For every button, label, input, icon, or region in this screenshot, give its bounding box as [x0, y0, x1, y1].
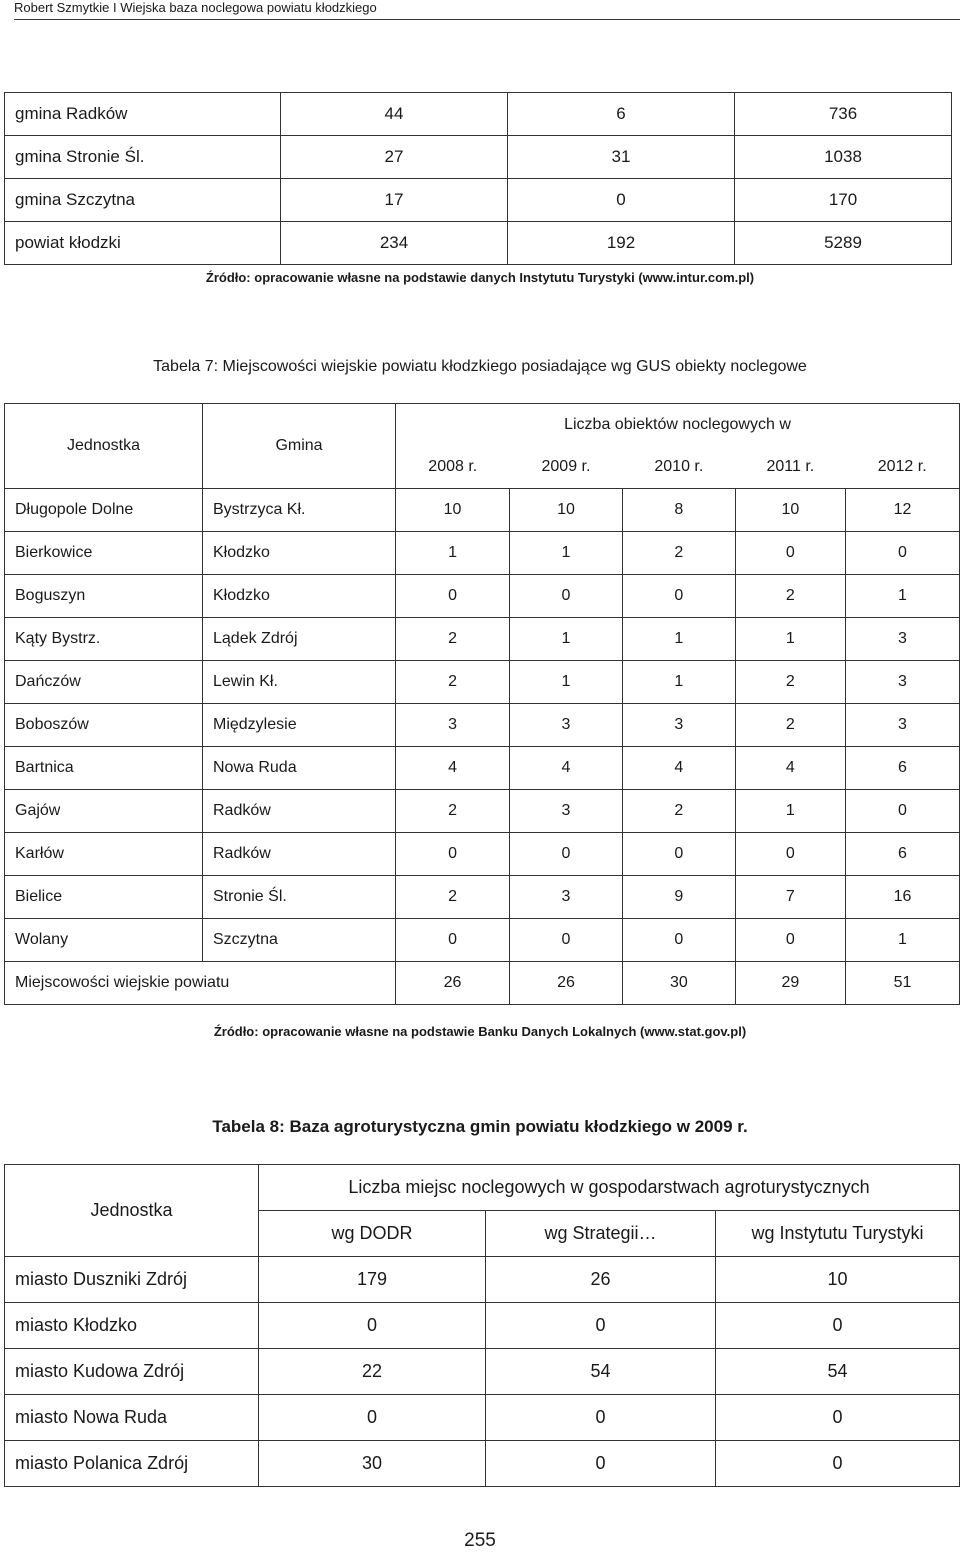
cell: 2	[396, 876, 510, 919]
table-row	[5, 575, 960, 618]
cell: 0	[716, 1441, 960, 1487]
cell: 7	[735, 876, 845, 919]
cell: Radków	[203, 833, 396, 876]
cell: gmina Szczytna	[5, 179, 281, 222]
table-source-note: Źródło: opracowanie własne na podstawie Banku Danych Lokalnych (www.stat.gov.pl)	[213, 1024, 747, 1039]
cell: 10	[396, 489, 510, 532]
cell: 26	[486, 1257, 716, 1303]
cell: Długopole Dolne	[5, 489, 203, 532]
column-header: Gmina	[203, 404, 396, 489]
cell: 1	[622, 618, 735, 661]
table-header-row	[5, 404, 960, 447]
cell: 179	[259, 1257, 486, 1303]
table-row	[5, 1349, 960, 1395]
cell: 192	[508, 222, 735, 265]
cell: Kłodzko	[203, 575, 396, 618]
table-row	[5, 1303, 960, 1349]
cell: 6	[845, 747, 959, 790]
cell: 0	[510, 919, 623, 962]
cell: powiat kłodzki	[5, 222, 281, 265]
table-row	[5, 1441, 960, 1487]
cell: 1	[510, 618, 623, 661]
cell: miasto Kłodzko	[5, 1303, 259, 1349]
table-row	[5, 532, 960, 575]
cell: 0	[486, 1441, 716, 1487]
cell: 0	[510, 575, 623, 618]
cell: 2	[735, 704, 845, 747]
cell: 0	[845, 790, 959, 833]
table-row	[5, 704, 960, 747]
table-total-row	[5, 962, 960, 1005]
cell: 170	[735, 179, 952, 222]
cell: miasto Duszniki Zdrój	[5, 1257, 259, 1303]
cell: Miejscowości wiejskie powiatu	[5, 962, 396, 1005]
cell: 1	[510, 661, 623, 704]
cell: 0	[486, 1303, 716, 1349]
table-row	[5, 618, 960, 661]
cell: 0	[486, 1395, 716, 1441]
cell: Bystrzyca Kł.	[203, 489, 396, 532]
cell: miasto Nowa Ruda	[5, 1395, 259, 1441]
cell: 3	[510, 790, 623, 833]
table-row	[5, 661, 960, 704]
table-continuation	[4, 92, 952, 265]
cell: 1	[735, 618, 845, 661]
table-agrotourism	[4, 1164, 960, 1487]
table-row	[5, 833, 960, 876]
column-group-header: Liczba miejsc noclegowych w gospodarstwach agroturystycznych	[259, 1165, 960, 1211]
cell: 736	[735, 93, 952, 136]
column-header: wg DODR	[259, 1211, 486, 1257]
cell: 2	[735, 575, 845, 618]
cell: 1	[622, 661, 735, 704]
page-number: 255	[464, 1530, 496, 1551]
cell: Nowa Ruda	[203, 747, 396, 790]
running-header	[14, 0, 954, 22]
cell: Gajów	[5, 790, 203, 833]
cell: 0	[716, 1395, 960, 1441]
column-header: 2012 r.	[845, 446, 959, 489]
cell: 0	[396, 575, 510, 618]
cell: 234	[281, 222, 508, 265]
cell: gmina Radków	[5, 93, 281, 136]
cell: 6	[845, 833, 959, 876]
cell: 0	[622, 833, 735, 876]
cell: 2	[622, 790, 735, 833]
column-header: Jednostka	[5, 1165, 259, 1257]
cell: 30	[622, 962, 735, 1005]
column-header: wg Instytutu Turystyki	[716, 1211, 960, 1257]
column-header: 2008 r.	[396, 446, 510, 489]
cell: Wolany	[5, 919, 203, 962]
cell: 12	[845, 489, 959, 532]
table-row	[5, 179, 952, 222]
cell: 44	[281, 93, 508, 136]
cell: 4	[396, 747, 510, 790]
cell: Lądek Zdrój	[203, 618, 396, 661]
cell: 26	[510, 962, 623, 1005]
cell: 54	[716, 1349, 960, 1395]
cell: 3	[510, 876, 623, 919]
cell: 0	[735, 919, 845, 962]
column-group-header: Liczba obiektów noclegowych w	[396, 404, 960, 447]
column-header: Jednostka	[5, 404, 203, 489]
cell: 3	[845, 661, 959, 704]
cell: 3	[396, 704, 510, 747]
cell: 0	[735, 532, 845, 575]
cell: 2	[396, 661, 510, 704]
table-row	[5, 1395, 960, 1441]
cell: Szczytna	[203, 919, 396, 962]
cell: 0	[735, 833, 845, 876]
table-row	[5, 136, 952, 179]
cell: Międzylesie	[203, 704, 396, 747]
cell: Bierkowice	[5, 532, 203, 575]
cell: 0	[259, 1303, 486, 1349]
table-row	[5, 919, 960, 962]
table-caption: Tabela 8: Baza agroturystyczna gmin powiatu kłodzkiego w 2009 r.	[212, 1117, 748, 1136]
cell: Kłodzko	[203, 532, 396, 575]
cell: 16	[845, 876, 959, 919]
cell: 8	[622, 489, 735, 532]
cell: 4	[510, 747, 623, 790]
cell: 0	[510, 833, 623, 876]
cell: 31	[508, 136, 735, 179]
table-row	[5, 747, 960, 790]
cell: 0	[716, 1303, 960, 1349]
cell: 1	[396, 532, 510, 575]
cell: Radków	[203, 790, 396, 833]
cell: 29	[735, 962, 845, 1005]
cell: 26	[396, 962, 510, 1005]
cell: 2	[735, 661, 845, 704]
cell: 0	[622, 919, 735, 962]
cell: Bartnica	[5, 747, 203, 790]
cell: 9	[622, 876, 735, 919]
cell: Karłów	[5, 833, 203, 876]
cell: 3	[510, 704, 623, 747]
cell: Boguszyn	[5, 575, 203, 618]
header-text: Robert Szmytkie I Wiejska baza noclegowa powiatu kłodzkiego	[14, 0, 377, 15]
header-rule	[14, 19, 960, 20]
cell: 1	[735, 790, 845, 833]
column-header: wg Strategii…	[486, 1211, 716, 1257]
cell: 27	[281, 136, 508, 179]
cell: 3	[845, 618, 959, 661]
cell: 10	[735, 489, 845, 532]
cell: gmina Stronie Śl.	[5, 136, 281, 179]
cell: 4	[735, 747, 845, 790]
cell: Kąty Bystrz.	[5, 618, 203, 661]
cell: 1	[845, 575, 959, 618]
cell: miasto Polanica Zdrój	[5, 1441, 259, 1487]
cell: 51	[845, 962, 959, 1005]
cell: Dańczów	[5, 661, 203, 704]
cell: 0	[622, 575, 735, 618]
cell: Bielice	[5, 876, 203, 919]
cell: 0	[259, 1395, 486, 1441]
cell: 1	[845, 919, 959, 962]
column-header: 2011 r.	[735, 446, 845, 489]
table-row	[5, 489, 960, 532]
cell: 54	[486, 1349, 716, 1395]
cell: 17	[281, 179, 508, 222]
cell: 3	[845, 704, 959, 747]
cell: 0	[396, 833, 510, 876]
cell: 10	[716, 1257, 960, 1303]
cell: 2	[396, 790, 510, 833]
cell: 0	[508, 179, 735, 222]
table-row	[5, 876, 960, 919]
column-header: 2009 r.	[510, 446, 623, 489]
cell: 6	[508, 93, 735, 136]
cell: 10	[510, 489, 623, 532]
cell: 0	[396, 919, 510, 962]
table-caption: Tabela 7: Miejscowości wiejskie powiatu kłodzkiego posiadające wg GUS obiekty noclegowe	[153, 358, 807, 375]
cell: Boboszów	[5, 704, 203, 747]
table-source-note: Źródło: opracowanie własne na podstawie danych Instytutu Turystyki (www.intur.com.pl)	[205, 270, 755, 285]
table-row	[5, 222, 952, 265]
cell: 3	[622, 704, 735, 747]
cell: Lewin Kł.	[203, 661, 396, 704]
cell: 5289	[735, 222, 952, 265]
table-row	[5, 1257, 960, 1303]
table-row	[5, 93, 952, 136]
cell: 2	[622, 532, 735, 575]
cell: miasto Kudowa Zdrój	[5, 1349, 259, 1395]
cell: 0	[845, 532, 959, 575]
cell: 30	[259, 1441, 486, 1487]
cell: 22	[259, 1349, 486, 1395]
table-rural-localities	[4, 403, 960, 1005]
cell: Stronie Śl.	[203, 876, 396, 919]
cell: 1	[510, 532, 623, 575]
cell: 2	[396, 618, 510, 661]
table-row	[5, 790, 960, 833]
cell: 1038	[735, 136, 952, 179]
cell: 4	[622, 747, 735, 790]
column-header: 2010 r.	[622, 446, 735, 489]
table-header-row	[5, 1165, 960, 1211]
